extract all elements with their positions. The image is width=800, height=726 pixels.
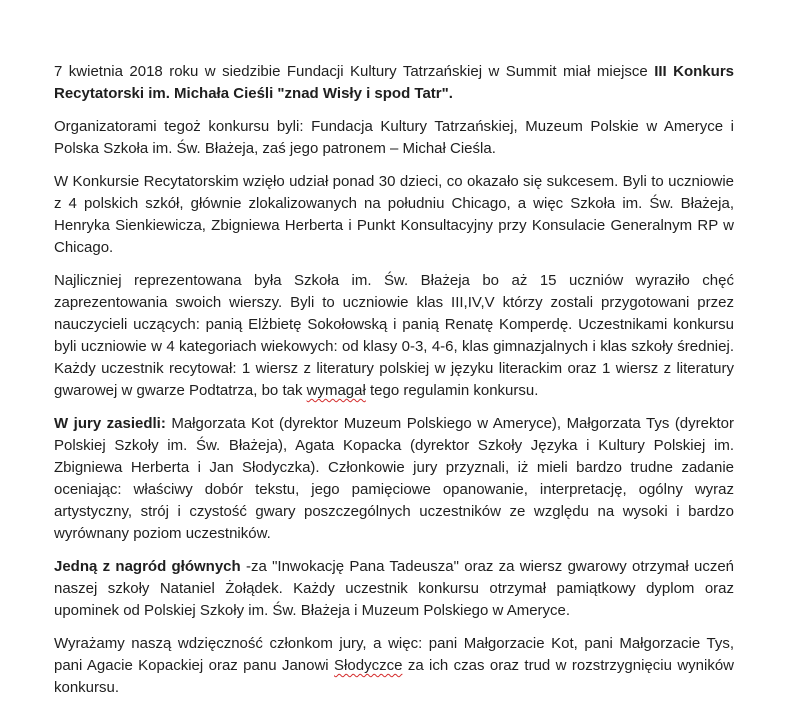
- paragraph-thanks: [54, 633, 734, 699]
- document-body: [54, 61, 734, 699]
- thanks-text-after: za ich czas oraz trud w rozstrzygnięciu wyników konkursu.: [54, 657, 735, 696]
- paragraph-organizers: [54, 116, 734, 160]
- paragraph-categories: [54, 270, 734, 402]
- spellcheck-marked-name: Słodyczce: [334, 657, 403, 674]
- categories-text-before: Najliczniej reprezentowana była Szkoła im. Św. Błażeja bo aż 15 uczniów wyraziło chęć zaprezentowania swoich wierszy. Byli to uczniowie klas III,IV,V którzy zostali przygotowani przez nauczycieli uczących: panią Elżbietę Sokołowską i panią Renatę Komperdę. Uczestnikami konkursu byli uczniowie w 4 kategoriach wiekowych: od klasy 0-3, 4-6, klas gimnazjalnych i klas szkoły średniej. Każdy uczestnik recytował: 1 wiersz z literatury polskiej w języku literackim oraz 1 wiersz z literatury gwarowej w gwarze Podtatrza, bo tak: [54, 272, 734, 399]
- awards-text: -za "Inwokację Pana Tadeusza" oraz za wiersz gwarowy otrzymał uczeń naszej szkoły Nataniel Żołądek. Każdy uczestnik konkursu otrzymał pamiątkowy dyplom oraz upominek od Polskiej Szkoły im. Św. Błażeja i Muzeum Polskiego w Ameryce.: [54, 558, 735, 619]
- organizers-text: Organizatorami tegoż konkursu byli: Fundacja Kultury Tatrzańskiej, Muzeum Polskie w Ameryce i Polska Szkoła im. Św. Błażeja, zaś jego patronem – Michał Cieśla.: [54, 118, 734, 157]
- paragraph-jury: [54, 413, 734, 545]
- paragraph-participants: [54, 171, 734, 259]
- jury-text: Małgorzata Kot (dyrektor Muzeum Polskiego w Ameryce), Małgorzata Tys (dyrektor Polskiej Szkoły im. Św. Błażeja), Agata Kopacka (dyrektor Szkoły Języka i Kultury Polskiej im. Zbigniewa Herberta i Jan Słodyczka). Członkowie jury przyznali, iż mieli bardzo trudne zadanie oceniając: właściwy dobór tekstu, jego pamięciowe opanowanie, interpretację, ogólny wyraz artystyczny, strój i czystość gwary poszczególnych uczestników ze względu na wysoki i bardzo wyrównany poziom uczestników.: [54, 415, 734, 542]
- paragraph-intro: [54, 61, 734, 105]
- paragraph-awards: [54, 556, 734, 622]
- contest-title: III Konkurs Recytatorski im. Michała Cieśli "znad Wisły i spod Tatr".: [54, 63, 734, 102]
- jury-heading: W jury zasiedli:: [54, 415, 166, 432]
- awards-heading: Jedną z nagród głównych: [54, 558, 241, 575]
- spellcheck-marked-word: wymagał: [306, 382, 366, 399]
- participants-text: W Konkursie Recytatorskim wzięło udział ponad 30 dzieci, co okazało się sukcesem. Byli to uczniowie z 4 polskich szkół, głównie zlokalizowanych na południu Chicago, a więc Szkoła im. Św. Błażeja, Henryka Sienkiewicza, Zbigniewa Herberta i Punkt Konsultacyjny przy Konsulacie Generalnym RP w Chicago.: [54, 173, 734, 256]
- thanks-text-before: Wyrażamy naszą wdzięczność członkom jury, a więc: pani Małgorzacie Kot, pani Małgorzacie Tys, pani Agacie Kopackiej oraz panu Janowi: [54, 635, 734, 674]
- categories-text-after: tego regulamin konkursu.: [365, 382, 539, 399]
- intro-text: 7 kwietnia 2018 roku w siedzibie Fundacji Kultury Tatrzańskiej w Summit miał miejsce: [54, 63, 655, 80]
